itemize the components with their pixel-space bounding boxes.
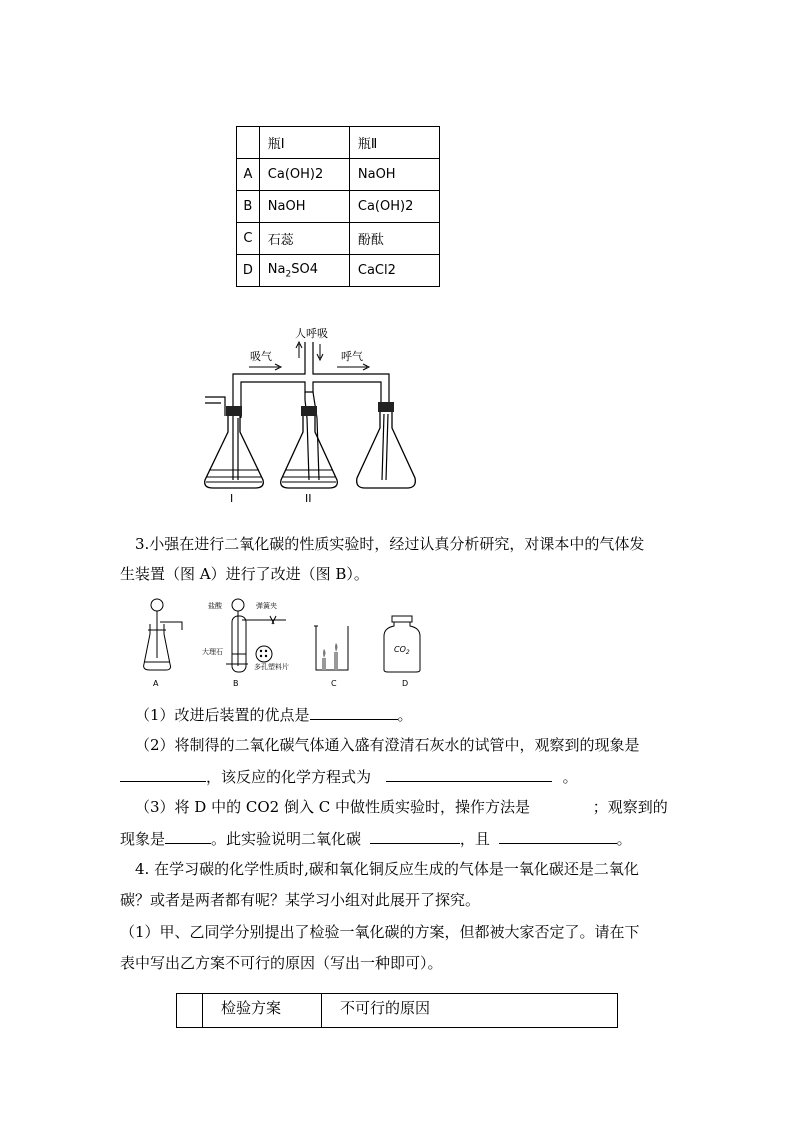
gas-generator-figure [136,594,446,690]
table-cell: CaCl2 [349,255,439,287]
flask-2 [281,406,338,488]
row-label: A [237,159,260,191]
table-cell: 酚酞 [349,223,439,255]
exhale-label: 呼气 [341,350,363,363]
row-label: C [237,223,260,255]
table-header-cell: 检验方案 [203,994,322,1028]
q3-part3-explains: 。此实验说明二氧化碳 [211,830,362,848]
table-cell: Ca(OH)2 [349,191,439,223]
label-b: B [233,679,239,688]
q3-part1-text: （1）改进后装置的优点是 [135,706,310,724]
table-header-cell [177,994,203,1028]
table-header-row [177,994,618,1028]
q3-part2-line2 [120,766,578,787]
answer-blank[interactable] [386,766,552,782]
test-plan-table [176,993,618,1028]
inhale-arrow-icon [249,364,281,370]
table-cell: NaOH [259,191,349,223]
answer-blank[interactable] [499,828,617,844]
answer-blank[interactable] [120,766,206,782]
table-header-cell [237,127,260,159]
apparatus-d-gas-jar [384,616,420,672]
q4-line4: 表中写出乙方案不可行的原因（写出一种即可）。 [120,954,443,972]
q3-intro-line1: 3.小强在进行二氧化碳的性质实验时，经过认真分析研究，对课本中的气体发 [135,535,645,553]
exhale-arrow-icon [337,364,369,370]
apparatus-a [144,599,182,670]
flask-1-label: I [230,492,234,505]
table-header-cell: 瓶Ⅰ [259,127,349,159]
answer-blank[interactable] [370,828,460,844]
q3-part2-line1: （2）将制得的二氧化碳气体通入盛有澄清石灰水的试管中，观察到的现象是 [135,736,640,754]
q4-line2: 碳？或者是两者都有呢？某学习小组对此展开了探究。 [120,891,481,909]
label-a: A [153,679,159,688]
table-row [237,223,440,255]
q3-part2-mid: ，该反应的化学方程式为 [206,768,372,786]
table-row [237,255,440,287]
hcl-label: 盐酸 [208,602,222,610]
label-d: D [402,679,409,688]
formula-main: Na [267,261,286,277]
q4-line1: 4. 在学习碳的化学性质时,碳和氧化铜反应生成的气体是一氧化碳还是二氧化 [135,860,639,878]
table-row [237,191,440,223]
marble-label: 大理石 [202,648,223,656]
inhale-label: 吸气 [250,350,272,363]
formula-subscript: 2 [285,269,292,280]
down-arrow-icon [317,344,323,360]
table-cell [259,255,349,287]
q3-intro-line2: 生装置（图 A）进行了改进（图 B）。 [120,565,369,583]
table-header-row [237,127,440,159]
row-label: D [237,255,260,287]
reagent-table [236,126,440,287]
q3-part3-line2 [120,828,632,849]
q3-part3-phenomenon: 现象是 [120,830,166,848]
q3-part3-text: （3）将 D 中的 CO2 倒入 C 中做性质实验时，操作方法是 [135,798,530,816]
flask-2-label: II [305,492,312,505]
answer-blank[interactable] [165,828,211,844]
formula-tail: SO4 [291,261,318,277]
row-label: B [237,191,260,223]
breathing-apparatus-figure [195,322,455,507]
clip-label: 弹簧夹 [256,602,277,610]
perforated-plate-label: 多孔塑料片 [254,663,289,671]
q3-part1-end: 。 [397,706,413,724]
apparatus-c-beaker [314,626,348,670]
table-row [237,159,440,191]
table-cell: 石蕊 [259,223,349,255]
q3-part3-and: ，且 [459,830,490,848]
q4-line3: （1）甲、乙同学分别提出了检验一氧化碳的方案，但都被大家否定了。请在下 [120,923,640,941]
person-breath-label: 人呼吸 [295,327,328,340]
q3-part3-end: 。 [616,830,632,848]
table-header-cell: 不可行的原因 [322,994,618,1028]
table-cell: Ca(OH)2 [259,159,349,191]
flask-1 [205,406,264,488]
flask-3 [357,402,416,488]
table-header-cell: 瓶Ⅱ [349,127,439,159]
q3-part1 [135,704,413,725]
answer-blank[interactable] [310,704,398,720]
label-c: C [331,679,337,688]
table-cell: NaOH [349,159,439,191]
q3-part3-semicolon: ；观察到的 [592,798,668,816]
q3-part3-line1 [135,797,668,817]
apparatus-b [202,599,289,672]
up-arrow-icon [296,342,302,358]
q3-part2-end: 。 [562,768,578,786]
co2-label: $CO_2$ [394,645,410,656]
